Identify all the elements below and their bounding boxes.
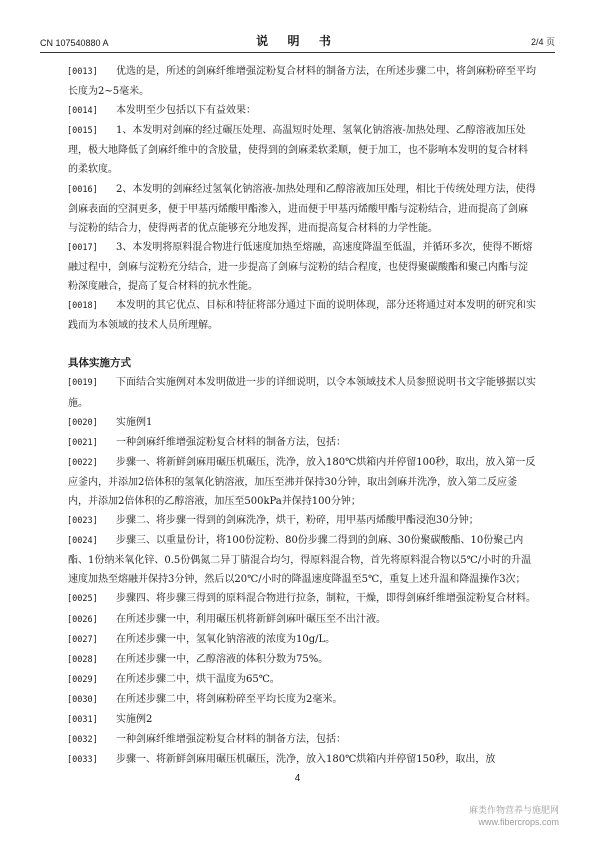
paragraph-text: 在所述步骤二中，将剑麻粉碎至平均长度为2毫米。 <box>116 693 343 705</box>
paragraph-number: [0022] <box>67 457 98 468</box>
paragraph-number: [0029] <box>67 674 98 685</box>
paragraph-number: [0018] <box>67 301 98 312</box>
paragraph-text: 步骤二、将步骤一得到的剑麻洗净，烘干，粉碎，用甲基丙烯酸甲酯浸泡30分钟； <box>116 515 479 527</box>
paragraph-text: 一种剑麻纤维增强淀粉复合材料的制备方法，包括： <box>116 734 346 746</box>
paragraph-text: 本发明的其它优点、目标和特征将部分通过下面的说明体现，部分还将通过对本发明的研究和实践而为本领域的技术人员所理解。 <box>68 300 536 332</box>
paragraph-number: [0021] <box>67 437 98 448</box>
paragraph-text: 实施例1 <box>116 416 153 428</box>
paragraph <box>68 180 536 238</box>
paragraph <box>68 238 536 296</box>
paragraph-number: [0027] <box>67 634 98 645</box>
paragraph-text: 2、本发明的剑麻经过氢氧化钠溶液-加热处理和乙醇溶液加压处理，相比于传统处理方法，使得剑麻表面的空洞更多，便于甲基丙烯酸甲酯渗入，进而便于甲基丙烯酸甲酯与淀粉结合，进而提高了剑麻与淀粉的结合力，使得两者的优点能够充分地发挥，进而提高复合材料的力学性能。 <box>68 183 536 234</box>
paragraph-number: [0020] <box>67 417 98 428</box>
publication-number: CN 107540880 A <box>40 38 109 48</box>
page-number: 4 <box>294 773 301 784</box>
paragraph <box>68 373 536 412</box>
paragraph <box>68 296 536 335</box>
paragraph-number: [0016] <box>67 184 98 195</box>
paragraph <box>68 730 536 750</box>
page-header <box>40 30 555 53</box>
paragraph-list-bottom <box>68 373 536 770</box>
paragraph-number: [0015] <box>67 126 98 137</box>
paragraph <box>68 531 536 589</box>
paragraph-number: [0033] <box>67 755 98 766</box>
paragraph-number: [0013] <box>67 67 98 77</box>
paragraph-text: 步骤四、将步骤三得到的原料混合物进行拉条，制粒，干燥，即得剑麻纤维增强淀粉复合材料。 <box>116 593 536 605</box>
paragraph <box>68 62 536 101</box>
paragraph-number: [0014] <box>67 106 98 117</box>
section-heading: 具体实施方式 <box>68 357 131 370</box>
paragraph-number: [0025] <box>67 594 98 605</box>
paragraph-text: 1、本发明对剑麻的经过碾压处理、高温短时处理、氢氧化钠溶液-加热处理、乙醇溶液加压处理，极大地降低了剑麻纤维中的含胶量，使得到的剑麻柔软柔顺，便于加工，也不影响本发明的复合材料的柔软度。 <box>68 125 528 176</box>
paragraph-text: 步骤一、将新鲜剑麻用碾压机碾压，洗净，放入180℃烘箱内并停留150秒，取出，放 <box>116 754 496 766</box>
paragraph-text: 在所述步骤一中，利用碾压机将新鲜剑麻叶碾压至不出汁液。 <box>116 613 386 625</box>
paragraph <box>68 670 536 690</box>
paragraph-text: 本发明至少包括以下有益效果： <box>116 105 256 117</box>
paragraph-number: [0023] <box>67 516 98 527</box>
paragraph-text: 在所述步骤一中，乙醇溶液的体积分数为75%。 <box>116 653 329 665</box>
paragraph <box>68 630 536 650</box>
paragraph <box>68 511 536 531</box>
paragraph-number: [0017] <box>67 242 98 253</box>
paragraph <box>68 610 536 630</box>
paragraph <box>68 121 536 179</box>
paragraph <box>68 413 536 433</box>
paragraph-number: [0019] <box>67 378 98 389</box>
paragraph-list-top <box>68 62 536 335</box>
paragraph-number: [0032] <box>67 735 98 746</box>
paragraph-number: [0030] <box>67 694 98 705</box>
watermark <box>469 804 559 828</box>
paragraph <box>68 433 536 453</box>
paragraph <box>68 750 536 770</box>
paragraph <box>68 690 536 710</box>
watermark-site-name: 麻类作物营养与施肥网 <box>468 805 559 815</box>
paragraph-text: 步骤一、将新鲜剑麻用碾压机碾压，洗净，放入180℃烘箱内并停留100秒，取出，放入第一反应釜内，并添加2倍体积的氢氧化钠溶液，加压至沸并保持30分钟，取出剑麻并洗净，放入第二反应釜内，并添加2倍体积的乙醇溶液，加压至500kPa并保持100分钟； <box>68 456 536 507</box>
paragraph-number: [0024] <box>67 536 98 547</box>
paragraph <box>68 710 536 730</box>
paragraph-number: [0031] <box>67 715 98 725</box>
paragraph-text: 在所述步骤一中，氢氧化钠溶液的浓度为10g/L。 <box>116 633 336 645</box>
paragraph-text: 一种剑麻纤维增强淀粉复合材料的制备方法，包括： <box>116 436 346 448</box>
paragraph <box>68 650 536 670</box>
document-title: 说 明 书 <box>256 34 339 48</box>
paragraph-text: 下面结合实施例对本发明做进一步的详细说明，以令本领域技术人员参照说明书文字能够据以实施。 <box>68 377 536 409</box>
paragraph-text: 实施例2 <box>116 714 153 725</box>
paragraph-number: [0026] <box>67 614 98 625</box>
paragraph-text: 步骤三、以重量份计，将100份淀粉、80份步骤二得到的剑麻、30份聚碳酸酯、10份聚己内酯、1份纳米氧化锌、0.5份偶氮二异丁腈混合均匀，得原料混合物，首先将原料混合物以5℃/小时的升温速度加热至熔融并保持3分钟，然后以20℃/小时的降温速度降温至5℃，重复上述升温和降温操作3次； <box>68 535 532 586</box>
watermark-url: www.fibercrops.com <box>478 817 559 827</box>
paragraph <box>68 453 536 511</box>
page-indicator: 2/4 页 <box>530 37 555 47</box>
paragraph-text: 3、本发明将原料混合物进行低速度加热至熔融，高速度降温至低温，并循环多次，使得不断熔融过程中，剑麻与淀粉充分结合，进一步提高了剑麻与淀粉的结合程度，也使得聚碳酸酯和聚己内酯与淀粉深度融合，提高了复合材料的抗水性能。 <box>68 241 533 293</box>
paragraph-number: [0028] <box>67 654 98 665</box>
paragraph <box>68 589 536 609</box>
document-body <box>68 62 536 770</box>
paragraph <box>68 101 536 121</box>
paragraph-text: 优选的是，所述的剑麻纤维增强淀粉复合材料的制备方法，在所述步骤二中，将剑麻粉碎至平均长度为2~5毫米。 <box>68 66 536 98</box>
paragraph-text: 在所述步骤二中，烘干温度为65℃。 <box>116 673 280 685</box>
